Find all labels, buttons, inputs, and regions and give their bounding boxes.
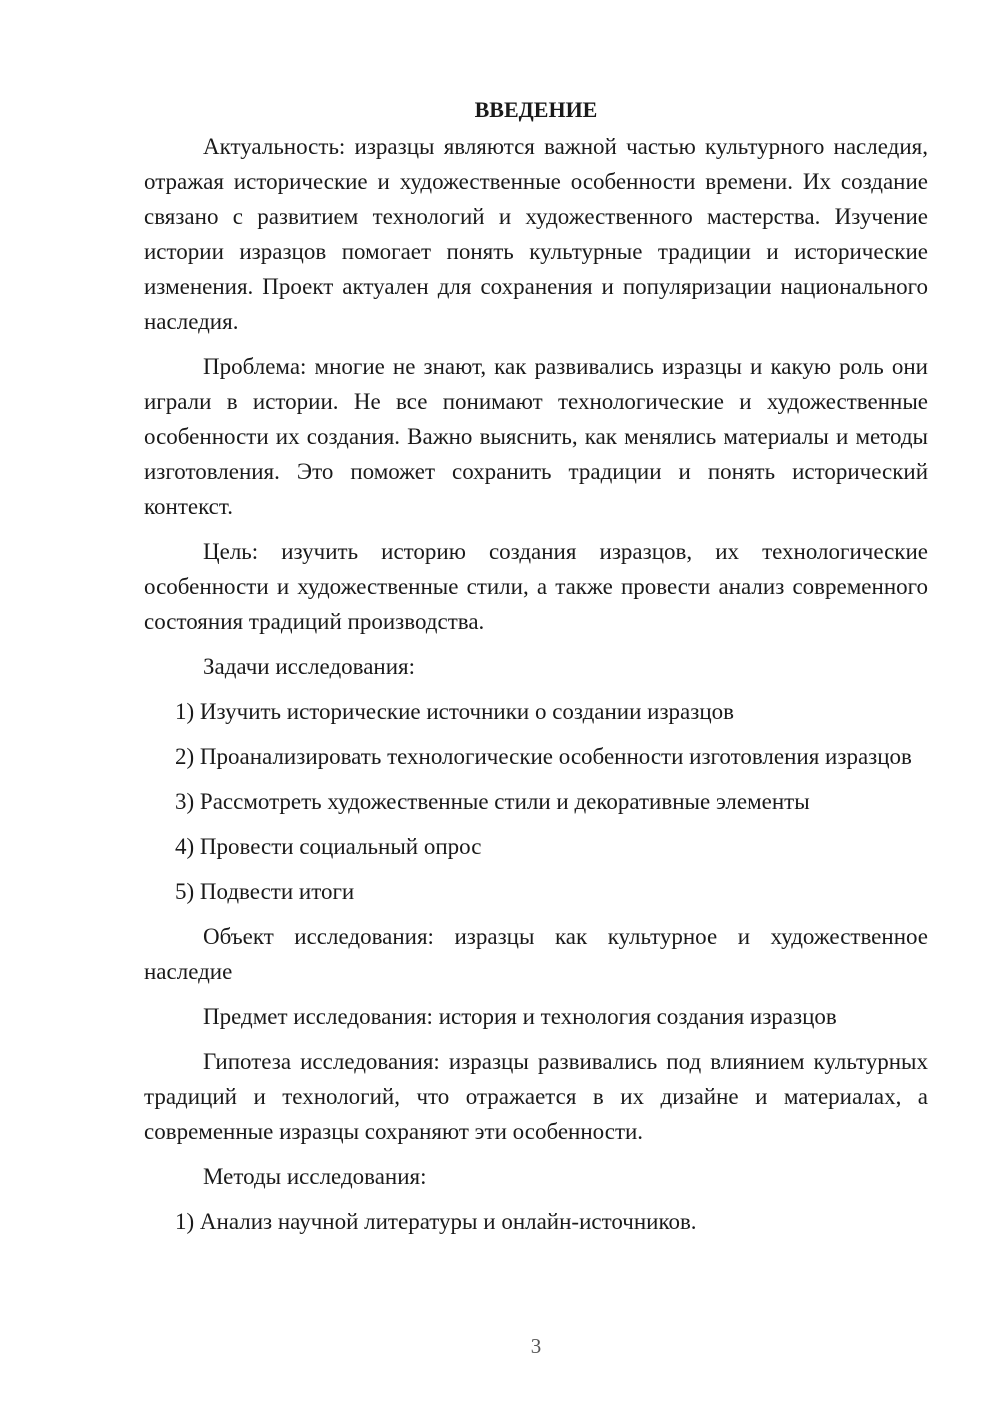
subject-paragraph: Предмет исследования: история и технология создания изразцов (203, 1004, 837, 1029)
task-item: 4) Провести социальный опрос (175, 834, 482, 859)
tasks-heading: Задачи исследования: (203, 654, 416, 679)
document-page (144, 92, 928, 1249)
task-item: 1) Изучить исторические источники о создании изразцов (175, 699, 735, 724)
page-number: 3 (530, 1334, 542, 1358)
methods-heading: Методы исследования: (203, 1164, 427, 1189)
goal-paragraph: Цель: изучить историю создания изразцов, их технологические особенности и художественные стили, а также провести анализ современного состояния традиций производства. (144, 539, 928, 634)
task-item: 2) Проанализировать технологические особенности изготовления изразцов (175, 744, 912, 769)
method-item: 1) Анализ научной литературы и онлайн-источников. (175, 1209, 697, 1234)
relevance-paragraph: Актуальность: изразцы являются важной частью культурного наследия, отражая исторические и художественные особенности времени. Их создание связано с развитием технологий и художественного мастерства. Изучение истории изразцов помогает понять культурные традиции и исторические изменения. Проект актуален для сохранения и популяризации национального наследия. (144, 134, 928, 334)
task-item: 3) Рассмотреть художественные стили и декоративные элементы (175, 789, 810, 814)
task-item: 5) Подвести итоги (175, 879, 355, 904)
page-title: ВВЕДЕНИЕ (474, 97, 598, 122)
object-paragraph: Объект исследования: изразцы как культурное и художественное наследие (144, 924, 928, 984)
problem-paragraph: Проблема: многие не знают, как развивались изразцы и какую роль они играли в истории. Не все понимают технологические и художественные особенности их создания. Важно выяснить, как менялись материалы и методы изготовления. Это поможет сохранить традиции и понять исторический контекст. (144, 354, 928, 519)
hypothesis-paragraph: Гипотеза исследования: изразцы развивались под влиянием культурных традиций и технологий, что отражается в их дизайне и материалах, а современные изразцы сохраняют эти особенности. (144, 1049, 928, 1144)
